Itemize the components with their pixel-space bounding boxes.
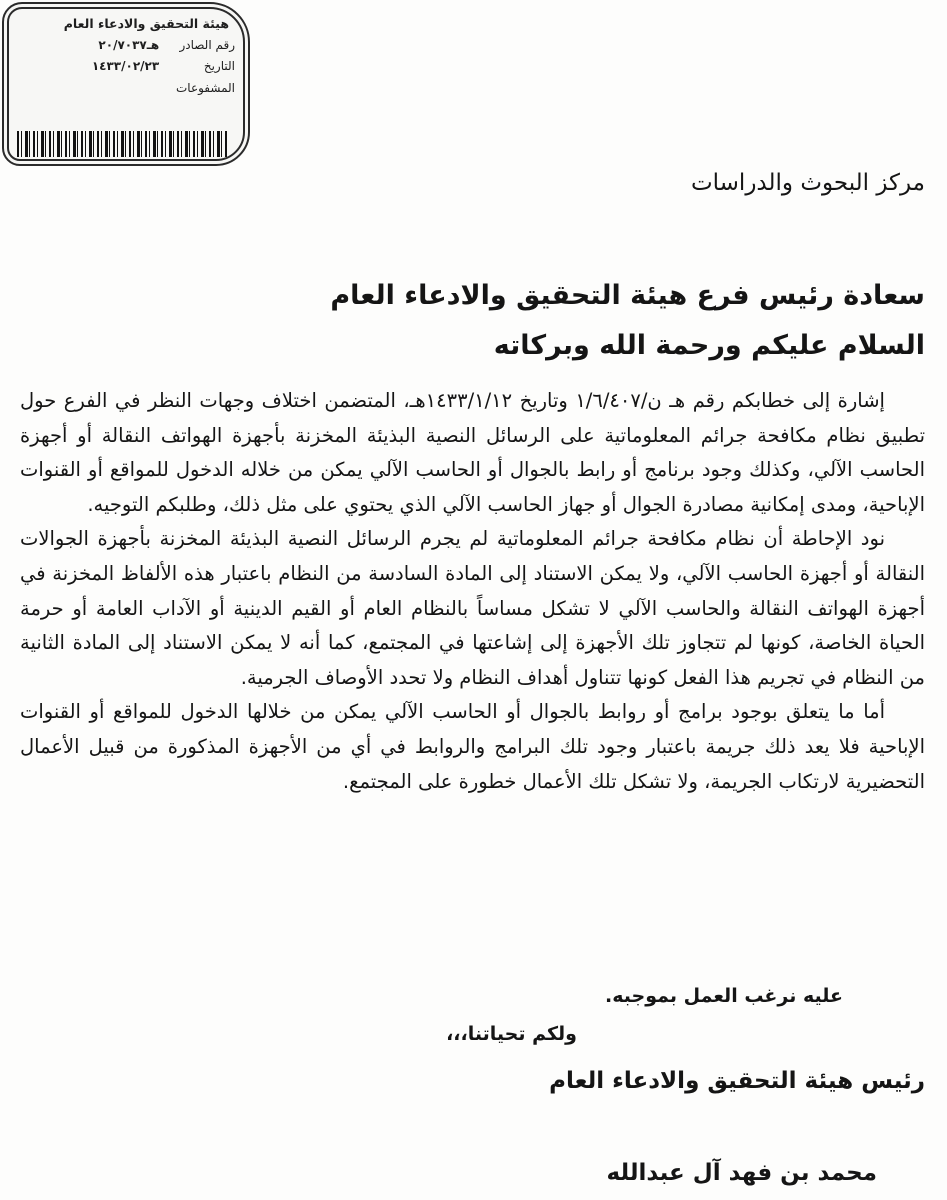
closing-regards-line: ولكم تحياتنا،،، xyxy=(446,1023,577,1045)
stamp-date-value: ١٤٣٣/٠٢/٢٣ xyxy=(91,59,160,73)
incoming-stamp xyxy=(2,2,250,166)
stamp-attachments-row xyxy=(163,81,235,95)
stamp-outgoing-row xyxy=(98,38,235,52)
stamp-outgoing-value: هـ٢٠/٧٠٣٧ xyxy=(98,38,160,52)
body-paragraph-3: أما ما يتعلق بوجود برامج أو روابط بالجوال أو الحاسب الآلي يمكن من خلالها الدخول للمواقع أو القنوات الإباحية فلا يعد ذلك جريمة باعتبار وجود تلك البرامج والروابط في أي من الأجهزة المذكورة من قبيل الأعمال التحضيرية لارتكاب الجريمة، ولا تشكل تلك الأعمال خطورة على المجتمع. xyxy=(20,700,925,793)
stamp-outgoing-label: رقم الصادر xyxy=(179,38,235,52)
closing-action-line: عليه نرغب العمل بموجبه. xyxy=(605,985,843,1007)
signatory-name: محمد بن فهد آل عبدالله xyxy=(606,1160,877,1186)
body-paragraph-2: نود الإحاطة أن نظام مكافحة جرائم المعلوماتية لم يجرم الرسائل النصية البذيئة المخزنة بأجهزة الجوالات النقالة أو أجهزة الحاسب الآلي، ولا يمكن الاستناد إلى المادة السادسة من النظام باعتبار هذه الألفاظ المخزنة في أجهزة الهواتف النقالة والحاسب الآلي لا تشكل مساساً بالنظام العام أو القيم الدينية أو الآداب العامة أو حرمة الحياة الخاصة، كونها لم تتجاوز تلك الأجهزة إلى إشاعتها في المجتمع، كما أنه لا يمكن الاستناد إلى المادة الثانية من النظام في تجريم هذا الفعل كونها تتناول أهداف النظام ولا تحدد الأوصاف الجرمية. xyxy=(20,527,925,689)
stamp-attachments-label: المشفوعات xyxy=(175,81,235,95)
stamp-date-row xyxy=(92,59,235,73)
stamp-date-label: التاريخ xyxy=(203,59,235,73)
signatory-title: رئيس هيئة التحقيق والادعاء العام xyxy=(549,1068,925,1094)
letter-body xyxy=(20,384,925,799)
stamp-title: هيئة التحقيق والادعاء العام xyxy=(63,16,229,31)
greeting-line: السلام عليكم ورحمة الله وبركاته xyxy=(493,330,925,361)
body-paragraph-1: إشارة إلى خطابكم رقم هـ ن/١/٦/٤٠٧ وتاريخ ١٤٣٣/١/١٢هـ، المتضمن اختلاف وجهات النظر في الفرع حول تطبيق نظام مكافحة جرائم المعلوماتية على الرسائل النصية البذيئة المخزنة بأجهزة الهواتف النقالة أو أجهزة الحاسب الآلي، وكذلك وجود برنامج أو رابط بالجوال أو الحاسب الآلي يمكن من خلاله الدخول للمواقع أو القنوات الإباحية، ومدى إمكانية مصادرة الجوال أو جهاز الحاسب الآلي الذي يحتوي على مثل ذلك، وطلبكم التوجيه. xyxy=(20,389,925,516)
addressee-heading: سعادة رئيس فرع هيئة التحقيق والادعاء العام xyxy=(330,280,925,311)
research-center-name: مركز البحوث والدراسات xyxy=(691,170,925,196)
barcode-icon xyxy=(17,131,229,157)
